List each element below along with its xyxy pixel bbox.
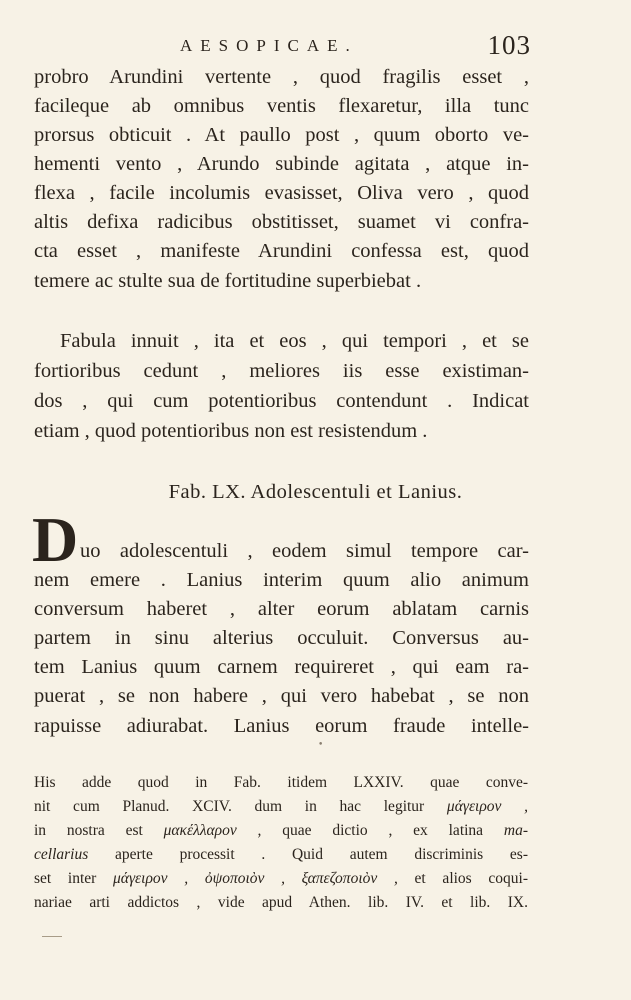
text-line: cta esset , manifeste Arundini confessa est, quod [34,240,529,262]
text-line: flexa , facile incolumis evasisset, Oliva vero , quod [34,182,529,204]
footnote-text: et alios coqui- [414,870,529,887]
text-line: hementi vento , Arundo subinde agitata , atque in- [34,153,529,175]
decorative-rule [42,936,62,937]
drop-cap: D [32,504,79,575]
text-line: tem Lanius quum carnem requireret , qui eam ra- [34,656,529,678]
text-line: temere ac stulte sua de fortitudine superbiebat . [34,270,422,292]
ink-speck: • [318,740,324,750]
text-line: puerat , se non habere , qui vero habebat , se non [34,685,529,707]
greek-words: μάγειρον , ὀψοποιὸν , ξαπεζοποιὸν , [113,870,398,887]
page-number: 103 [487,30,531,60]
footnote-text: aperte processit . Quid autem discriminis es- [114,846,528,863]
italic-word: cellarius [34,846,89,863]
text-line: conversum haberet , alter eorum ablatam carnis [34,598,529,620]
text-line: partem in sinu alterius occuluit. Conversus au- [34,627,529,649]
page-header [0,30,631,64]
footnote-line [34,868,528,889]
text-line: probro Arundini vertente , quod fragilis esset , [34,66,529,88]
text-line: altis defixa radicibus obstitisset, suamet vi confra- [34,211,529,233]
text-line: prorsus obticuit . At paullo post , quum oborto ve- [34,124,529,146]
text-line: uo adolescentuli , eodem simul tempore car- [80,540,529,562]
text-line: rapuisse adiurabat. Lanius eorum fraude intelle- [34,715,529,737]
footnote-text: nit cum Planud. XCIV. dum in hac legitur [34,798,425,815]
text-line: nem emere . Lanius interim quum alio animum [34,569,529,591]
text-line: fortioribus cedunt , meliores iis esse existiman- [34,360,529,382]
fable-title: Fab. LX. Adolescentuli et Lanius. [168,481,463,503]
footnote-text: quae dictio , ex latina [282,822,484,839]
text-line: dos , qui cum potentioribus contendunt . Indicat [34,390,529,412]
running-title: AESOPICAE. [180,36,358,55]
footnote-line [34,844,528,865]
footnote-line: His adde quod in Fab. itidem LXXIV. quae conve- [34,774,528,791]
footnote-line: nariae arti addictos , vide apud Athen. lib. IV. et lib. IX. [34,894,528,911]
footnote-text: in nostra est [34,822,143,839]
text-line: etiam , quod potentioribus non est resistendum . [34,420,428,442]
text-line: facileque ab omnibus ventis flexaretur, illa tunc [34,95,529,117]
greek-word: μάγειρον , [446,798,529,815]
footnote-line [34,796,528,817]
text-line: Fabula innuit , ita et eos , qui tempori , et se [60,330,529,352]
footnote-text: set inter [34,870,97,887]
italic-word: ma- [503,822,528,839]
greek-word: μακέλλαρον , [163,822,262,839]
footnote-line [34,820,528,841]
